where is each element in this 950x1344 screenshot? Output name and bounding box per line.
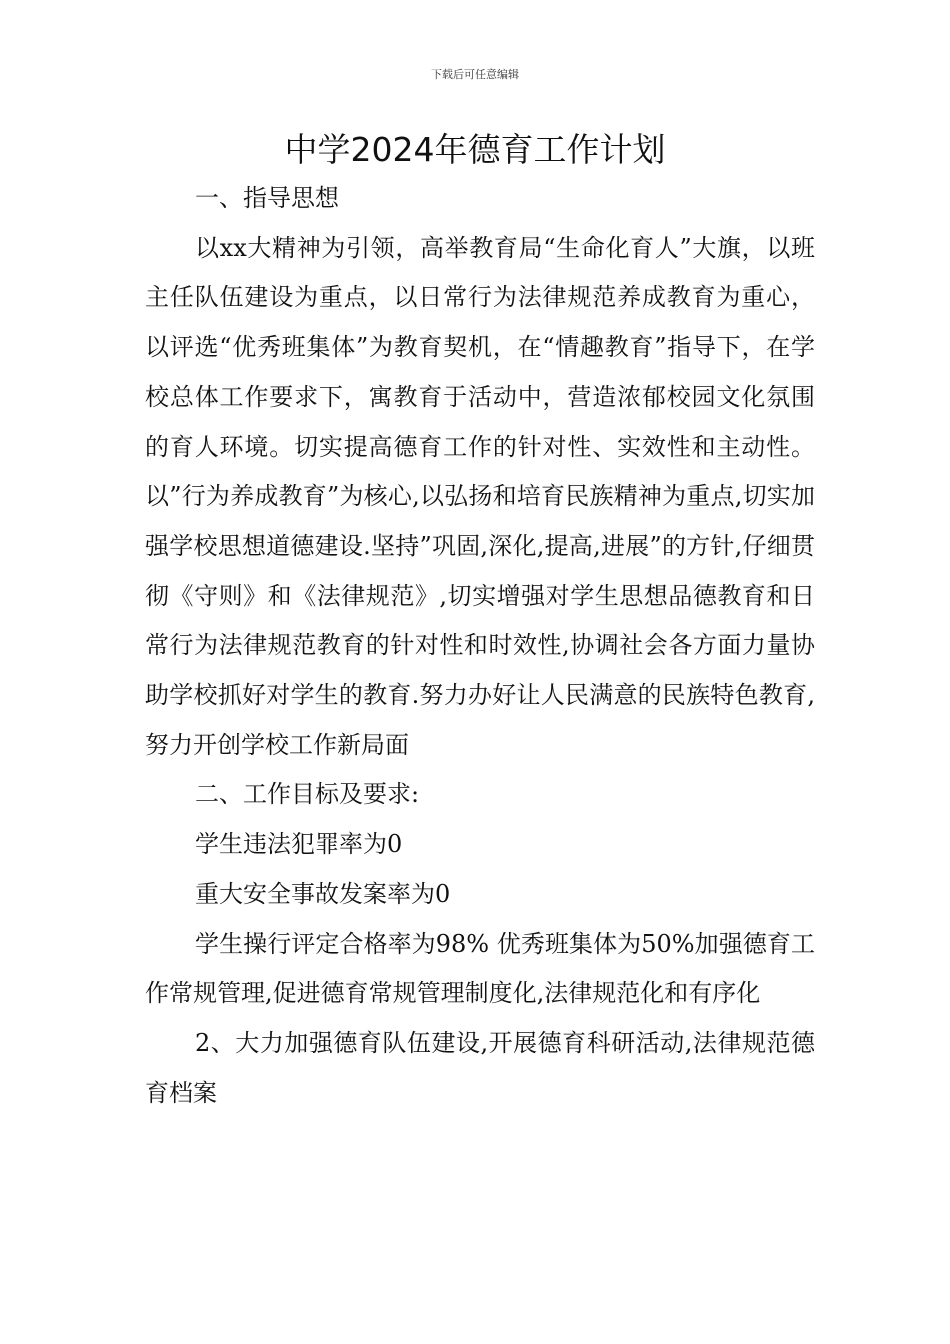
document-body	[145, 174, 815, 1118]
section-heading-goals: 二、工作目标及要求:	[195, 780, 420, 809]
paragraph-guiding-ideology: 以xx大精神为引领，高举教育局“生命化育人”大旗，以班主任队伍建设为重点，以日常行为法律规范养成教育为重心，以评选“优秀班集体”为教育契机，在“情趣教育”指导下，在学校总体工作要求下，寓教育于活动中，营造浓郁校园文化氛围的育人环境。切实提高德育工作的针对性、实效性和主动性。以”行为养成教育”为核心,以弘扬和培育民族精神为重点,切实加强学校思想道德建设.坚持”巩固,深化,提高,进展”的方针,仔细贯彻《守则》和《法律规范》,切实增强对学生思想品德教育和日常行为法律规范教育的针对性和时效性,协调社会各方面力量协助学校抓好对学生的教育.努力办好让人民满意的民族特色教育,努力开创学校工作新局面	[145, 233, 815, 759]
document-title: 中学2024年德育工作计划	[284, 130, 666, 169]
header-note: 下载后可任意编辑	[431, 68, 519, 81]
goal-item-team-building: 2、大力加强德育队伍建设,开展德育科研活动,法律规范德育档案	[145, 1028, 815, 1107]
section-heading-guiding-ideology: 一、指导思想	[195, 184, 339, 212]
goal-item-conduct-rate: 学生操行评定合格率为98% 优秀班集体为50%加强德育工作常规管理,促进德育常规管理制度化,法律规范化和有序化	[145, 929, 815, 1008]
goal-item-accident-rate: 重大安全事故发案率为0	[195, 879, 451, 908]
goal-item-crime-rate: 学生违法犯罪率为0	[195, 830, 403, 859]
